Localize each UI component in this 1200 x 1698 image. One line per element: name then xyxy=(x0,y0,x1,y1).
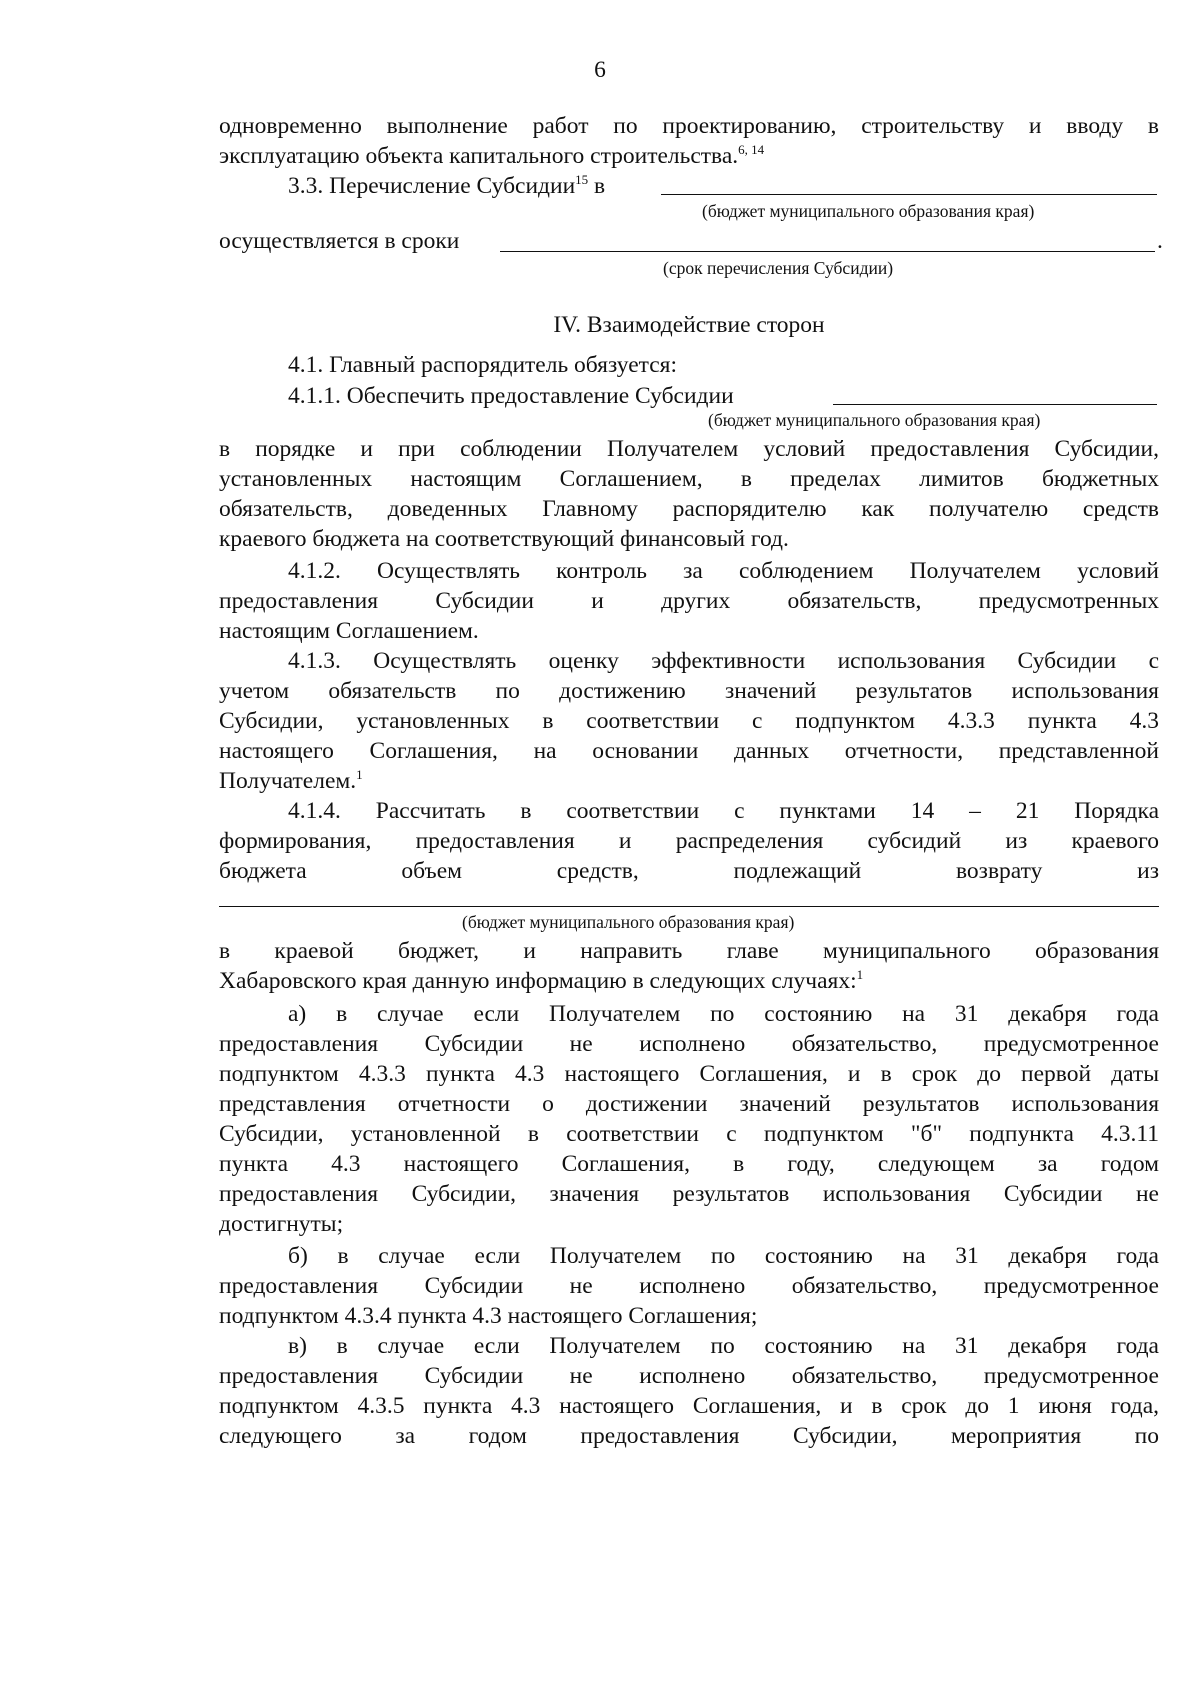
text-line: представления отчетности о достижении значений результатов использования xyxy=(219,1091,1159,1117)
list-item-b: б) в случае если Получателем по состоянию на 31 декабря года xyxy=(288,1243,1159,1269)
text-line: подпунктом 4.3.3 пункта 4.3 настоящего Соглашения, и в срок до первой даты xyxy=(219,1061,1159,1087)
text-line: 4.1.1. Обеспечить предоставление Субсидии xyxy=(288,383,734,409)
field-caption: (бюджет муниципального образования края) xyxy=(462,912,795,932)
fill-in-line xyxy=(219,906,1159,907)
text-line: обязательств, доведенных Главному распорядителю как получателю средств xyxy=(219,496,1159,522)
text-line: в краевой бюджет, и направить главе муниципального образования xyxy=(219,938,1159,964)
text-line: 4.1.4. Рассчитать в соответствии с пунктами 14 – 21 Порядка xyxy=(288,798,1159,824)
field-caption: (бюджет муниципального образования края) xyxy=(702,201,1035,221)
text-line: подпунктом 4.3.5 пункта 4.3 настоящего Соглашения, и в срок до 1 июня года, xyxy=(219,1393,1159,1419)
text-line: предоставления Субсидии, значения результатов использования Субсидии не xyxy=(219,1181,1159,1207)
text-line: Субсидии, установленных в соответствии с подпунктом 4.3.3 пункта 4.3 xyxy=(219,708,1159,734)
list-item-a: а) в случае если Получателем по состоянию на 31 декабря года xyxy=(288,1001,1159,1027)
section-heading: IV. Взаимодействие сторон xyxy=(553,312,825,338)
list-item-v: в) в случае если Получателем по состоянию на 31 декабря года xyxy=(288,1333,1159,1359)
text-line: учетом обязательств по достижению значений результатов использования xyxy=(219,678,1159,704)
footnote-ref: 6, 14 xyxy=(738,142,765,158)
text-line: бюджета объем средств, подлежащий возврату из xyxy=(219,858,1159,884)
text-line: подпунктом 4.3.4 пункта 4.3 настоящего Соглашения; xyxy=(219,1303,758,1329)
text-line: предоставления Субсидии и других обязательств, предусмотренных xyxy=(219,588,1159,614)
text-line: 4.1.2. Осуществлять контроль за соблюдением Получателем условий xyxy=(288,558,1159,584)
text-line: . xyxy=(1157,228,1163,254)
fill-in-line xyxy=(833,404,1157,405)
text-line: предоставления Субсидии не исполнено обязательство, предусмотренное xyxy=(219,1031,1159,1057)
clause-3-3: 3.3. Перечисление Субсидии$^{15}$ в xyxy=(288,172,606,199)
text-line: Субсидии, установленной в соответствии с подпунктом "б" подпункта 4.3.11 xyxy=(219,1121,1159,1147)
text-line: формирования, предоставления и распределения субсидий из краевого xyxy=(219,828,1159,854)
text-line: предоставления Субсидии не исполнено обязательство, предусмотренное xyxy=(219,1273,1159,1299)
text-line: пункта 4.3 настоящего Соглашения, в году, следующем за годом xyxy=(219,1151,1159,1177)
page-number: 6 xyxy=(594,57,606,83)
text-line: предоставления Субсидии не исполнено обязательство, предусмотренное xyxy=(219,1363,1159,1389)
footnote-ref: 1 xyxy=(356,767,363,783)
text-line: Хабаровского края данную информацию в следующих случаях:$^1$ xyxy=(219,967,864,994)
field-caption: (срок перечисления Субсидии) xyxy=(663,258,894,278)
text-line: настоящего Соглашения, на основании данных отчетности, представленной xyxy=(219,738,1159,764)
text-line: в порядке и при соблюдении Получателем условий предоставления Субсидии, xyxy=(219,436,1159,462)
text-line: установленных настоящим Соглашением, в пределах лимитов бюджетных xyxy=(219,466,1159,492)
text-line: 4.1. Главный распорядитель обязуется: xyxy=(288,352,677,378)
text-line: одновременно выполнение работ по проектированию, строительству и вводу в xyxy=(219,113,1159,139)
text-line: осуществляется в сроки xyxy=(219,228,460,254)
text-line: 4.1.3. Осуществлять оценку эффективности использования Субсидии с xyxy=(288,648,1159,674)
fill-in-line xyxy=(500,251,1155,252)
text-line: эксплуатацию объекта капитального строительства.$^{6, 14}$ xyxy=(219,142,765,169)
text-line: Получателем.$^1$ xyxy=(219,767,363,794)
text-line: настоящим Соглашением. xyxy=(219,618,479,644)
field-caption: (бюджет муниципального образования края) xyxy=(708,410,1041,430)
text-line: краевого бюджета на соответствующий финансовый год. xyxy=(219,526,789,552)
footnote-ref: 15 xyxy=(575,172,589,188)
fill-in-line xyxy=(661,194,1157,195)
text-line: следующего за годом предоставления Субсидии, мероприятия по xyxy=(219,1423,1159,1449)
footnote-ref: 1 xyxy=(856,967,864,983)
text-line: достигнуты; xyxy=(219,1211,344,1237)
